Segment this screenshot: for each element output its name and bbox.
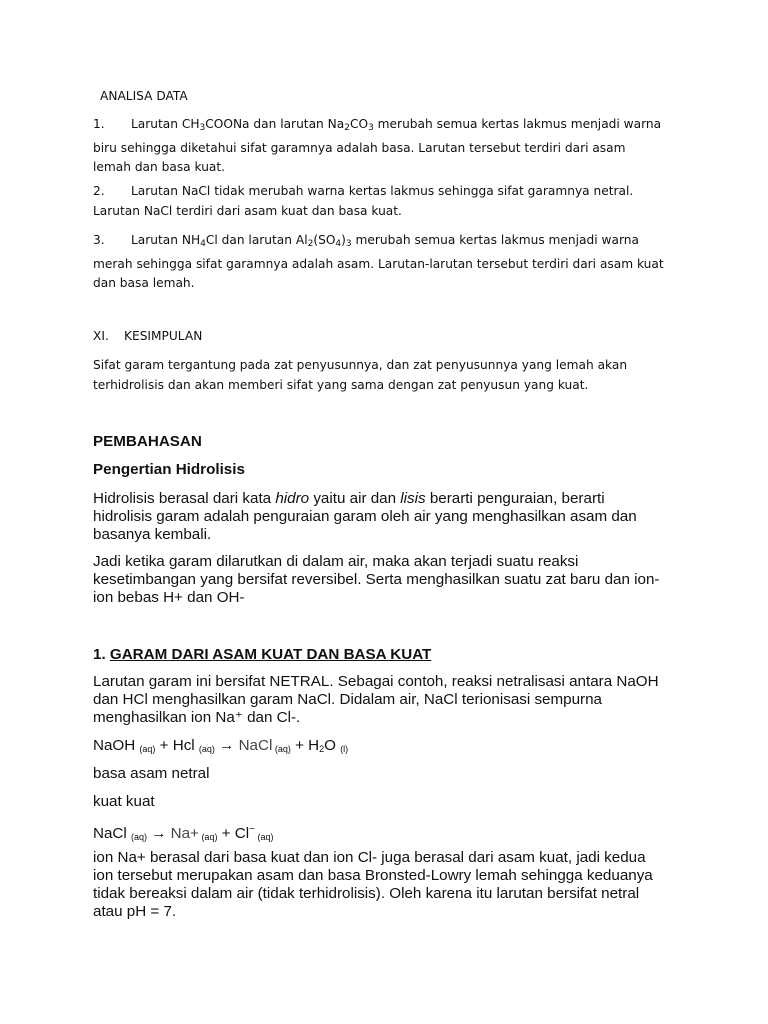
subscript: 2 [307,239,314,249]
item-text: (SO [313,233,336,247]
text-line: tidak bereaksi dalam air (tidak terhidrolisis). Oleh karena itu larutan bersifat netral [93,885,640,902]
equation-labels-1: basa asam netral [93,765,210,782]
analisa-heading: ANALISA DATA [100,89,188,103]
eq-text: Na+ [170,825,199,843]
text-line: hidrolisis garam adalah penguraian garam oleh air yang menghasilkan asam dan [93,508,637,525]
section-number: 1. [93,646,110,663]
text: yaitu air dan [309,490,401,507]
kesimpulan-text [93,356,693,395]
text-line: terhidrolisis dan akan memberi sifat yang sama dengan zat penyusun yang kuat. [93,377,589,392]
subscript: (l) [340,744,349,754]
item-text: merubah semua kertas lakmus menjadi warna [373,117,662,131]
superscript: − [249,824,255,835]
item-number: 1. [93,117,105,131]
subscript: (aq) [198,744,215,754]
item-text: COONa dan larutan Na [205,117,345,131]
section-1-paragraph-2 [93,849,693,921]
section-title: KESIMPULAN [124,329,203,343]
subscript: 4 [200,239,206,249]
eq-text: + Hcl [155,737,199,754]
section-number: XI. [93,329,109,343]
equation-labels-2: kuat kuat [93,793,155,810]
subscript: 3 [368,123,374,133]
subscript: (aq) [254,832,274,843]
text-line: kesetimbangan yang bersifat reversibel. Serta menghasilkan suatu zat baru dan ion- [93,571,660,588]
item-line: dan basa lemah. [93,276,195,290]
section-1-paragraph [93,673,693,727]
eq-text: + H [290,737,320,754]
text-line: dan HCl menghasilkan garam NaCl. Didalam air, NaCl terionisasi sempurna [93,691,602,708]
eq-text: NaCl [93,825,131,843]
equation-2 [93,821,693,846]
pembahasan-paragraph-2 [93,553,693,607]
text-line: ion Na+ berasal dari basa kuat dan ion Cl- juga berasal dari asam kuat, jadi kedua [93,849,646,866]
item-text: merubah semua kertas lakmus menjadi warna [351,233,639,247]
item-text: ) [341,233,346,247]
analisa-item-2 [93,182,693,221]
item-text: Larutan CH [131,117,200,131]
eq-text: + Cl [217,825,250,843]
subscript: 3 [345,239,352,249]
item-number: 2. [93,184,105,198]
item-line: biru sehingga diketahui sifat garamnya adalah basa. Larutan tersebut terdiri dari asam [93,140,626,155]
item-line: merah sehingga sifat garamnya adalah asam. Larutan-larutan tersebut terdiri dari asam kuat [93,256,664,271]
analisa-item-3 [93,231,693,294]
eq-text: NaCl [238,737,273,754]
eq-text: O [324,737,341,754]
italic-term: lisis [400,490,426,507]
pembahasan-heading: PEMBAHASAN [93,433,202,450]
subscript: (aq) [130,832,147,843]
item-line: lemah dan basa kuat. [93,160,226,174]
subscript: (aq) [272,744,291,754]
arrow: → [147,825,171,843]
subscript: 4 [335,239,342,249]
text-line: Jadi ketika garam dilarutkan di dalam air, maka akan terjadi suatu reaksi [93,553,579,570]
item-number: 3. [93,233,105,247]
text-line: ion tersebut merupakan asam dan basa Bronsted-Lowry lemah sehingga keduanya [93,867,653,884]
arrow: → [214,737,239,754]
subscript: 2 [319,744,325,754]
text: berarti penguraian, berarti [425,490,605,507]
pengertian-subheading: Pengertian Hidrolisis [93,461,245,478]
kesimpulan-heading [93,327,693,347]
subscript: (aq) [139,744,156,754]
item-line: Larutan NaCl terdiri dari asam kuat dan basa kuat. [93,203,402,218]
item-text: Larutan NH [131,233,201,247]
text: Hidrolisis berasal dari kata [93,490,276,507]
section-1-heading [93,646,693,664]
equation-1 [93,737,693,758]
item-text: CO [349,117,369,131]
italic-term: hidro [275,490,310,507]
section-title: GARAM DARI ASAM KUAT DAN BASA KUAT [109,646,432,663]
subscript: 2 [344,123,350,133]
text-line: Larutan garam ini bersifat NETRAL. Sebagai contoh, reaksi netralisasi antara NaOH [93,673,659,690]
item-text: Cl dan larutan Al [205,233,308,247]
subscript: 3 [199,123,206,133]
eq-text: NaOH [93,737,140,754]
text-line: basanya kembali. [93,526,212,543]
subscript: (aq) [198,832,218,843]
text-line: atau pH = 7. [93,903,177,920]
text-line: menghasilkan ion Na⁺ dan Cl-. [93,709,301,726]
analisa-item-1 [93,115,693,178]
text-line: ion bebas H+ dan OH- [93,589,245,606]
item-text: Larutan NaCl tidak merubah warna kertas lakmus sehingga sifat garamnya netral. [131,184,634,198]
pembahasan-paragraph-1 [93,490,693,544]
text-line: Sifat garam tergantung pada zat penyusunnya, dan zat penyusunnya yang lemah akan [93,358,628,372]
